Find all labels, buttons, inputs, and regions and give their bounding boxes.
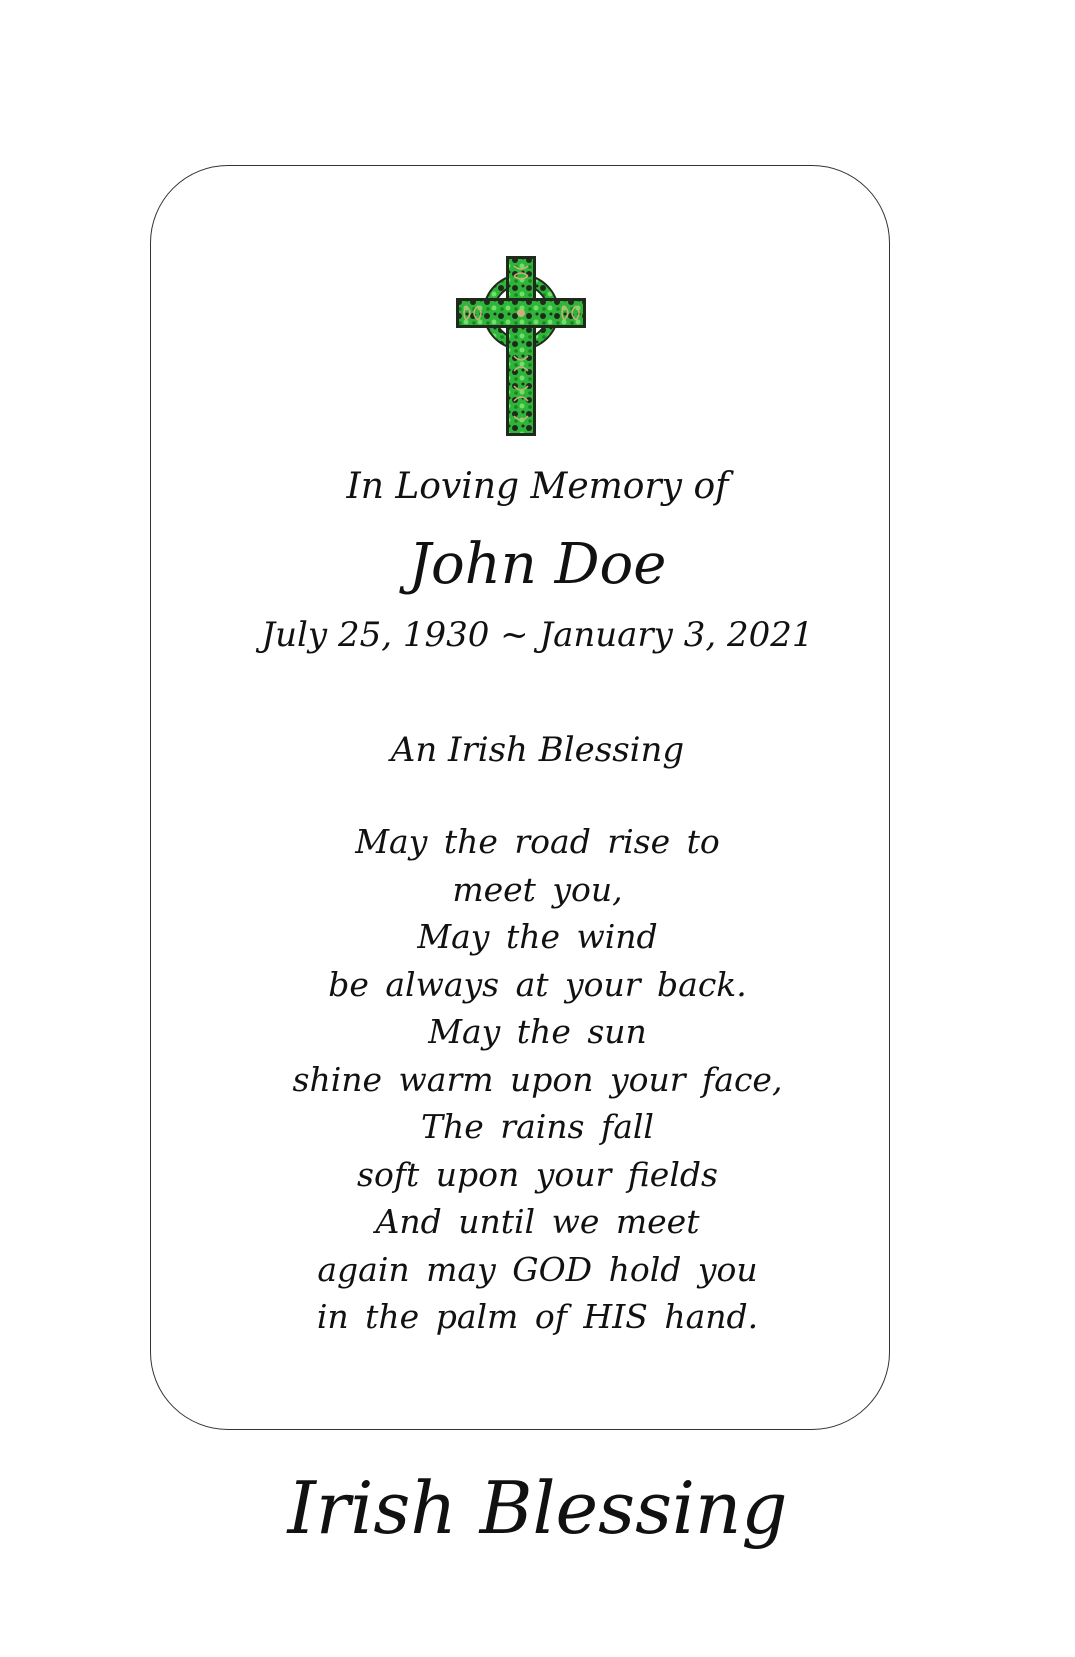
verse-line: meet you, bbox=[452, 869, 623, 909]
verse-line: in the palm of HIS hand. bbox=[316, 1297, 759, 1336]
deceased-name: John Doe bbox=[408, 532, 667, 597]
verse-line: May the wind bbox=[417, 917, 658, 956]
verse-line: The rains fall bbox=[421, 1107, 654, 1146]
verse-line: And until we meet bbox=[375, 1202, 700, 1241]
product-caption: Irish Blessing bbox=[287, 1466, 788, 1550]
verse-line: May the road rise to bbox=[355, 822, 720, 861]
blessing-verse bbox=[0, 818, 1075, 1341]
verse-line: again may GOD hold you bbox=[317, 1249, 758, 1289]
verse-line: be always at your back. bbox=[328, 964, 747, 1004]
life-dates: July 25, 1930 ~ January 3, 2021 bbox=[261, 615, 814, 655]
in-memory-heading: In Loving Memory of bbox=[346, 466, 729, 507]
blessing-title: An Irish Blessing bbox=[390, 730, 685, 770]
celtic-cross-icon bbox=[456, 256, 586, 436]
verse-line: soft upon your fields bbox=[357, 1154, 718, 1194]
verse-line: May the sun bbox=[428, 1012, 647, 1051]
verse-line: shine warm upon your face, bbox=[292, 1059, 783, 1099]
